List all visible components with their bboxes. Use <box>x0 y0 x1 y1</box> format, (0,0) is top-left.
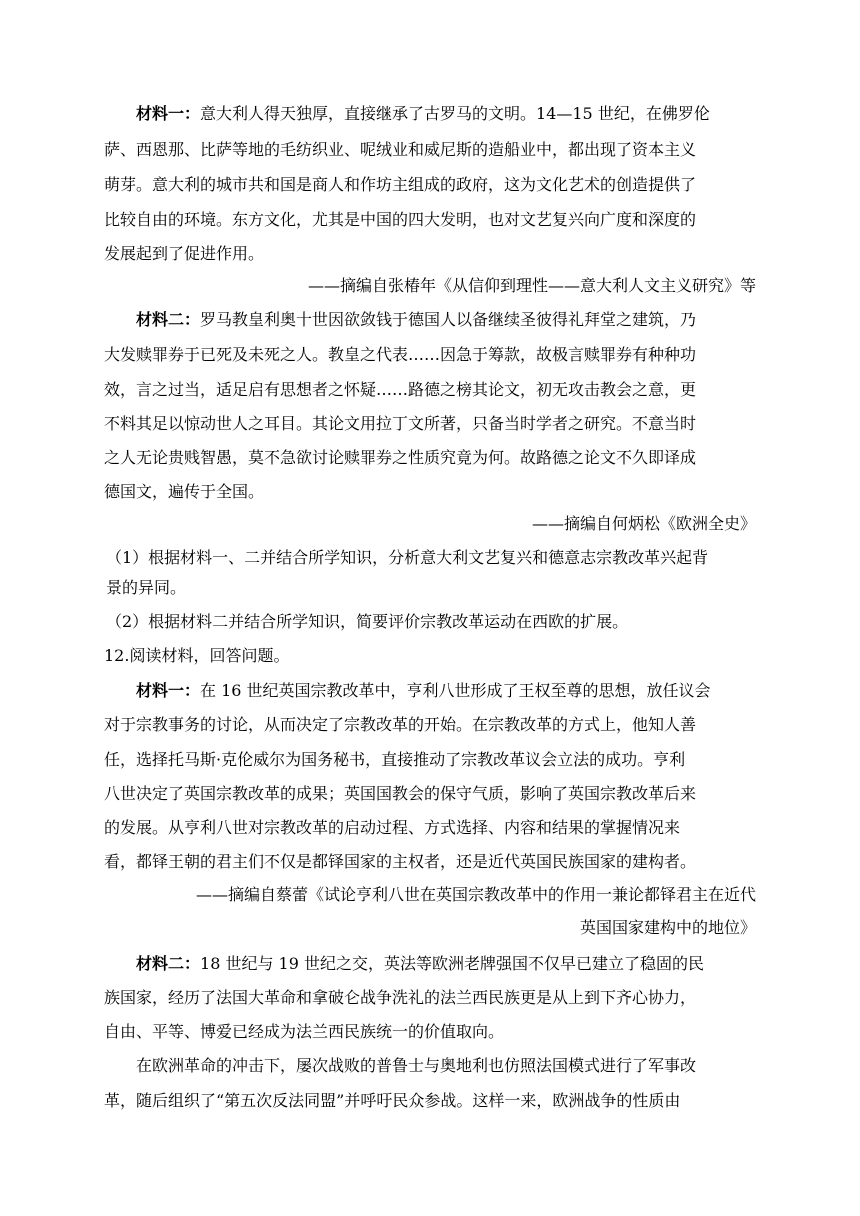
q11-material1-line-1: 材料一：意大利人得天独厚，直接继承了古罗马的文明。14—15 世纪，在佛罗伦 <box>136 104 710 123</box>
q12-material1-line-2: 对于宗教事务的讨论，从而决定了宗教改革的开始。在宗教改革的方式上，他知人善 <box>104 715 697 734</box>
q11-question-2: （2）根据材料二并结合所学知识，简要评价宗教改革运动在西欧的扩展。 <box>106 612 629 631</box>
q12-material1-line-1: 材料一：在 16 世纪英国宗教改革中，亨利八世形成了王权至尊的思想，放任议会 <box>136 681 711 700</box>
q11-material2-line-5: 之人无论贵贱智愚，莫不急欲讨论赎罪券之性质究竟为何。故路德之论文不久即译成 <box>104 448 697 467</box>
q12-material3-line-2: 革，随后组织了“第五次反法同盟”并呼吁民众参战。这样一来，欧洲战争的性质由 <box>104 1091 681 1110</box>
q11-material2-source: ——摘编自何炳松《欧洲全史》 <box>531 514 756 533</box>
q11-material1-label: 材料一： <box>136 104 201 123</box>
q12-material1-line-5: 的发展。从亨利八世对宗教改革的启动过程、方式选择、内容和结果的掌握情况来 <box>104 818 681 837</box>
q11-material2-line-1: 材料二：罗马教皇利奥十世因欲敛钱于德国人以备继续圣彼得礼拜堂之建筑，乃 <box>136 310 697 329</box>
q11-question-1-line-1: （1）根据材料一、二并结合所学知识，分析意大利文艺复兴和德意志宗教改革兴起背 <box>106 548 709 567</box>
q12-material3-line-1: 在欧洲革命的冲击下，屡次战败的普鲁士与奥地利也仿照法国模式进行了军事改 <box>136 1056 697 1075</box>
q11-material2-line-4: 不料其足以惊动世人之耳目。其论文用拉丁文所著，只备当时学者之研究。不意当时 <box>104 414 697 433</box>
q11-material1-line-5: 发展起到了促进作用。 <box>104 244 265 263</box>
q12-material2-label: 材料二： <box>136 954 201 973</box>
q11-material1-source: ——摘编自张椿年《从信仰到理性——意大利人文主义研究》等 <box>307 276 756 295</box>
q11-material2-line-2: 大发赎罪券于已死及未死之人。教皇之代表……因急于筹款，故极言赎罪券有种种功 <box>104 345 697 364</box>
q12-material1-line-4: 八世决定了英国宗教改革的成果；英国国教会的保守气质，影响了英国宗教改革后来 <box>104 784 697 803</box>
q11-material1-line-2: 萨、西恩那、比萨等地的毛纺织业、呢绒业和威尼斯的造船业中，都出现了资本主义 <box>104 140 697 159</box>
q12-material2-line-2: 族国家，经历了法国大革命和拿破仑战争洗礼的法兰西民族更是从上到下齐心协力， <box>104 988 697 1007</box>
q11-material2-line-3: 效，言之过当，适足启有思想者之怀疑……路德之榜其论文，初无攻击教会之意，更 <box>104 380 697 399</box>
q11-question-1-line-2: 景的异同。 <box>106 578 187 597</box>
q12-heading: 12.阅读材料，回答问题。 <box>104 646 290 665</box>
q11-material1-line-3: 萌芽。意大利的城市共和国是商人和作坊主组成的政府，这为文化艺术的创造提供了 <box>104 175 697 194</box>
q12-material2-line-1: 材料二：18 世纪与 19 世纪之交，英法等欧洲老牌强国不仅早已建立了稳固的民 <box>136 954 704 973</box>
q11-material2-label: 材料二： <box>136 310 201 329</box>
q12-material2-line-3: 自由、平等、博爱已经成为法兰西民族统一的价值取向。 <box>104 1022 505 1041</box>
q12-material1-label: 材料一： <box>136 681 201 700</box>
q11-material1-line-4: 比较自由的环境。东方文化，尤其是中国的四大发明，也对文艺复兴向广度和深度的 <box>104 210 697 229</box>
q12-material1-source-line-1: ——摘编自蔡蕾《试论亨利八世在英国宗教改革中的作用一兼论都铎君主在近代 <box>195 885 756 904</box>
q12-material1-line-6: 看，都铎王朝的君主们不仅是都铎国家的主权者，还是近代英国民族国家的建构者。 <box>104 852 697 871</box>
q11-material2-line-6: 德国文，遍传于全国。 <box>104 482 265 501</box>
q12-material1-line-3: 任，选择托马斯·克伦威尔为国务秘书，直接推动了宗教改革议会立法的成功。亨利 <box>104 750 686 769</box>
q12-material1-source-line-2: 英国国家建构中的地位》 <box>579 918 756 937</box>
